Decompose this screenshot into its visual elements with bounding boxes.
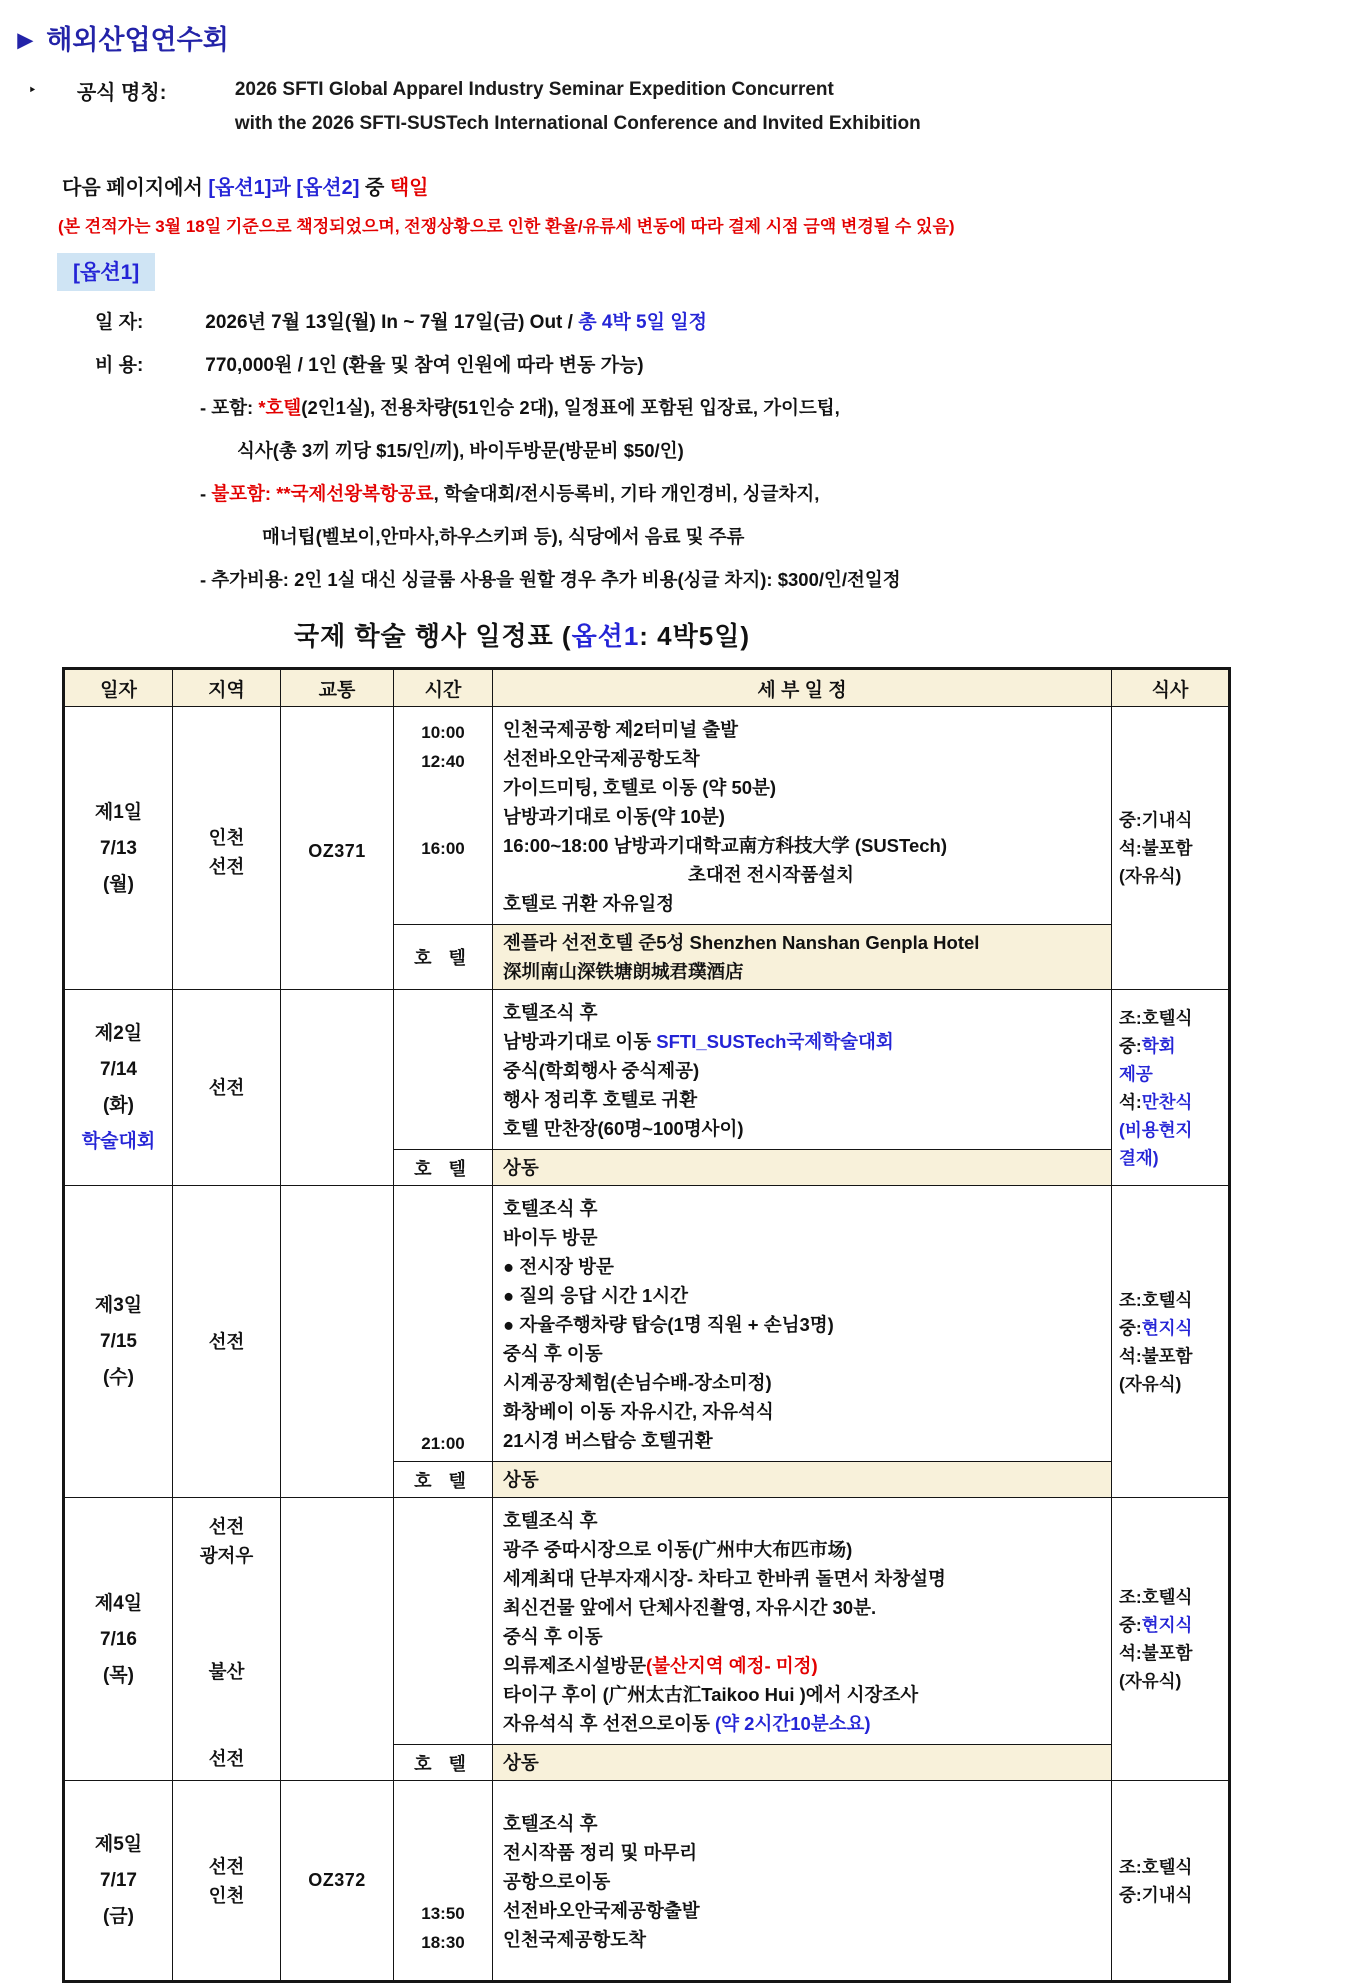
official-name-value [235, 73, 921, 141]
day-transport-cell [281, 1186, 394, 1498]
hotel-value-cell: 상동 [493, 1150, 1112, 1186]
schedule-col-header-1: 지역 [173, 669, 281, 707]
schedule-header-row [64, 669, 1230, 707]
day-detail-cell: 호텔조식 후 남방과기대로 이동 SFTI_SUSTech국제학술대회 중식(학회행사 중식제공) 행사 정리후 호텔로 귀환 호텔 만찬장(60명~100명사이) [493, 990, 1112, 1150]
schedule-col-header-2: 교통 [281, 669, 394, 707]
date-row [95, 307, 1352, 334]
official-name-line1: 2026 SFTI Global Apparel Industry Seminar Expedition Concurrent [234, 79, 834, 100]
day-detail-cell: 인천국제공항 제2터미널 출발 선전바오안국제공항도착 가이드미팅, 호텔로 이동 (약 50분) 남방과기대로 이동(약 10분) 16:00~18:00 남방과기대학교南方科技大学 (SUSTech) 초대전 전시작품설치 호텔로 귀환 자유일정 [493, 707, 1112, 925]
schedule-table-title: 국제 학술 행사 일정표 (옵션1: 4박5일) [293, 621, 750, 651]
day-transport-cell [281, 1498, 394, 1781]
day-meal-cell: 조:호텔식 중:현지식 석:불포함 (자유식) [1112, 1186, 1230, 1498]
price-notice: (본 견적가는 3월 18일 기준으로 책정되었으며, 전쟁상황으로 인한 환율/유류세 변동에 따라 결제 시점 금액 변경될 수 있음) [58, 217, 955, 236]
cost-value: 770,000원 / 1인 (환율 및 참여 인원에 따라 변동 가능) [205, 355, 644, 376]
day-region-cell: 선전 [173, 1186, 281, 1498]
day-date-cell: 제3일 7/15 (수) [64, 1186, 173, 1498]
day-meal-cell: 중:기내식 석:불포함 (자유식) [1112, 707, 1230, 990]
hotel-label-cell: 호 텔 [394, 1462, 493, 1498]
hotel-label-cell: 호 텔 [394, 1745, 493, 1781]
bullet-icon: ‣ [28, 82, 37, 99]
day-date-cell: 제2일 7/14 (화) 학술대회 [64, 990, 173, 1186]
hotel-value-cell: 젠플라 선전호텔 준5성 Shenzhen Nanshan Genpla Hotel 深圳南山深铁塘朗城君璞酒店 [493, 925, 1112, 990]
day-time-cell: 10:00 12:40 16:00 [394, 707, 493, 925]
schedule-day-row [64, 707, 1230, 925]
day-time-cell: 21:00 [394, 1186, 493, 1462]
date-value: 2026년 7월 13일(월) In ~ 7월 17일(금) Out / 총 4박 5일 일정 [205, 312, 707, 333]
schedule-day-row [64, 990, 1230, 1150]
extra-cost-line: - 추가비용: 2인 1실 대신 싱글룸 사용을 원할 경우 추가 비용(싱글 차지): $300/인/전일정 [200, 569, 901, 590]
day-region-cell: 선전 [173, 990, 281, 1186]
hotel-label-cell: 호 텔 [394, 1150, 493, 1186]
day-transport-cell: OZ372 [281, 1781, 394, 1982]
schedule-table [62, 667, 1231, 1983]
day-date-cell: 제1일 7/13 (월) [64, 707, 173, 990]
schedule-table-body [64, 707, 1230, 1982]
page-title: ► 해외산업연수회 [12, 25, 229, 55]
option-choose-line: 다음 페이지에서 [옵션1]과 [옵션2] 중 택일 [62, 177, 429, 199]
schedule-day-row [64, 1498, 1230, 1745]
day-time-cell: 13:50 18:30 [394, 1781, 493, 1982]
day-meal-cell: 조:호텔식 중:학회 제공 석:만찬식 (비용현지 결재) [1112, 990, 1230, 1186]
include-line1: - 포함: *호텔(2인1실), 전용차량(51인승 2대), 일정표에 포함된 입장료, 가이드팁, [200, 397, 840, 418]
day-region-cell: 선전 인천 [173, 1781, 281, 1982]
cost-row [95, 350, 1352, 377]
schedule-col-header-3: 시간 [394, 669, 493, 707]
schedule-col-header-5: 식사 [1112, 669, 1230, 707]
official-name-line2: with the 2026 SFTI-SUSTech International Conference and Invited Exhibition [234, 113, 921, 134]
official-name-label: 공식 명칭: [76, 82, 167, 104]
day-date-cell: 제5일 7/17 (금) [64, 1781, 173, 1982]
exclude-line2: 매너팁(벨보이,안마사,하우스키퍼 등), 식당에서 음료 및 주류 [262, 526, 745, 547]
day-region-cell: 인천 선전 [173, 707, 281, 990]
hotel-value-cell: 상동 [493, 1745, 1112, 1781]
schedule-day-row [64, 1186, 1230, 1462]
day-meal-cell: 조:호텔식 중:현지식 석:불포함 (자유식) [1112, 1498, 1230, 1781]
day-transport-cell [281, 990, 394, 1186]
schedule-col-header-4: 세 부 일 정 [493, 669, 1112, 707]
option1-badge: [옵션1] [57, 253, 155, 291]
schedule-col-header-0: 일자 [64, 669, 173, 707]
cost-label: 비 용: [95, 355, 144, 376]
day-detail-cell: 호텔조식 후 바이두 방문 ● 전시장 방문 ● 질의 응답 시간 1시간 ● 자율주행차량 탑승(1명 직원 + 손님3명) 중식 후 이동 시계공장체험(손님수배-장소미정) 화창베이 이동 자유시간, 자유석식 21시경 버스탑승 호텔귀환 [493, 1186, 1112, 1462]
exclude-line1: - 불포함: **국제선왕복항공료, 학술대회/전시등록비, 기타 개인경비, 싱글차지, [200, 483, 820, 504]
day-meal-cell: 조:호텔식 중:기내식 [1112, 1781, 1230, 1982]
hotel-label-cell: 호 텔 [394, 925, 493, 990]
day-detail-cell: 호텔조식 후 광주 중따시장으로 이동(广州中大布匹市场) 세계최대 단부자재시장- 차타고 한바퀴 돌면서 차창설명 최신건물 앞에서 단체사진촬영, 자유시간 30분. 중식 후 이동 의류제조시설방문(불산지역 예정- 미정) 타이구 후이 (广州太古汇Taikoo Hui )에서 시장조사 자유석식 후 선전으로이동 (약 2시간10분소요) [493, 1498, 1112, 1745]
day-region-cell: 선전 광저우 불산 선전 [173, 1498, 281, 1781]
hotel-value-cell: 상동 [493, 1462, 1112, 1498]
day-time-cell [394, 990, 493, 1150]
schedule-day-row [64, 1781, 1230, 1982]
day-date-cell: 제4일 7/16 (목) [64, 1498, 173, 1781]
cost-details [0, 394, 1352, 592]
include-line2: 식사(총 3끼 끼당 $15/인/끼), 바이두방문(방문비 $50/인) [237, 440, 684, 461]
day-transport-cell: OZ371 [281, 707, 394, 990]
day-time-cell [394, 1498, 493, 1745]
date-label: 일 자: [95, 312, 144, 333]
official-name-row [28, 73, 1352, 141]
day-detail-cell: 호텔조식 후 전시작품 정리 및 마무리 공항으로이동 선전바오안국제공항출발 인천국제공항도착 [493, 1781, 1112, 1982]
